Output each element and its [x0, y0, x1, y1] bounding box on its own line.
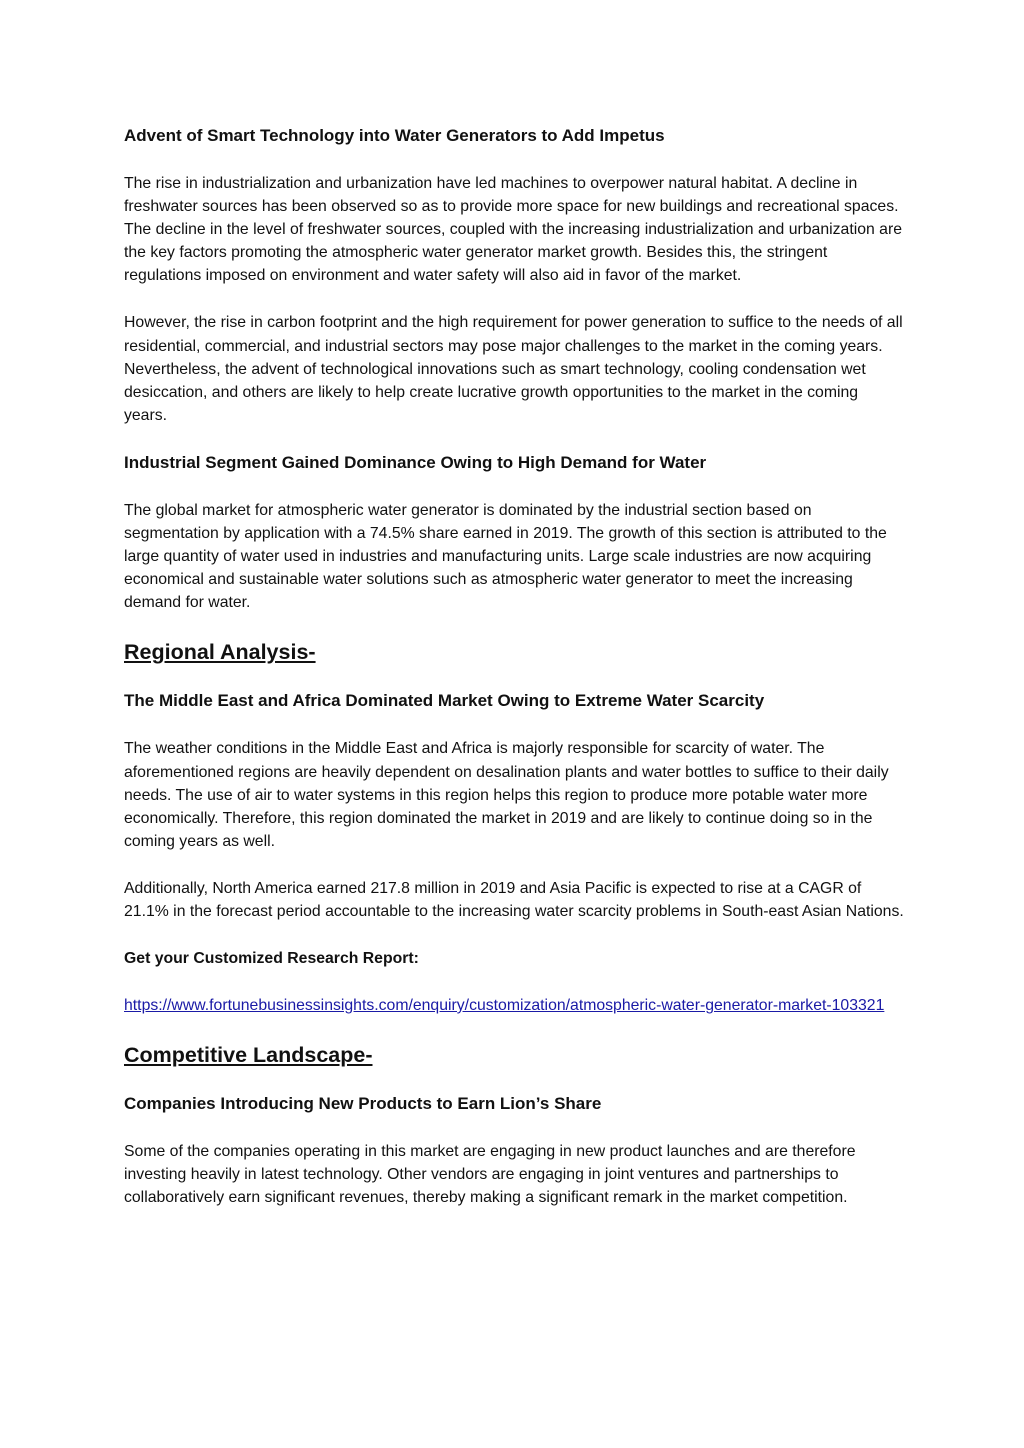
heading-industrial-segment: Industrial Segment Gained Dominance Owing to High Demand for Water [124, 452, 707, 472]
document-content [124, 124, 904, 1209]
paragraph-industrialization: The rise in industrialization and urbanization have led machines to overpower natural habitat. A decline in freshwater sources has been observed so as to provide more space for new buildings and recreational spaces. The decline in the level of freshwater sources, coupled with the increasing industrialization and urbanization are the key factors promoting the atmospheric water generator market growth. Besides this, the stringent regulations imposed on environment and water safety will also aid in favor of the market. [124, 175, 903, 285]
heading-competitive-landscape: Competitive Landscape- [124, 1043, 373, 1068]
paragraph-industrial-share: The global market for atmospheric water generator is dominated by the industrial section based on segmentation by application with a 74.5% share earned in 2019. The growth of this section is attributed to the large quantity of water used in industries and manufacturing units. Large scale industries are now acquiring economical and sustainable water solutions such as atmospheric water generator to meet the increasing demand for water. [124, 501, 887, 612]
heading-smart-technology: Advent of Smart Technology into Water Generators to Add Impetus [124, 126, 665, 145]
paragraph-weather-conditions: The weather conditions in the Middle East and Africa is majorly responsible for scarcity of water. The aforementioned regions are heavily dependent on desalination plants and water bottles to suffice to their daily needs. The use of air to water systems in this region helps this region to produce more potable water more economically. Therefore, this region dominated the market in 2019 and are likely to continue doing so in the coming years as well. [124, 740, 889, 850]
paragraph-north-america: Additionally, North America earned 217.8 million in 2019 and Asia Pacific is expected to rise at a CAGR of 21.1% in the forecast period accountable to the increasing water scarcity problems in South-east Asian Nations. [124, 879, 904, 920]
heading-regional-analysis: Regional Analysis- [124, 640, 316, 665]
paragraph-carbon-footprint: However, the rise in carbon footprint and the high requirement for power generation to suffice to the needs of all residential, commercial, and industrial sectors may pose major challenges to the market in the coming years. Nevertheless, the advent of technological innovations such as smart technology, cooling condensation wet desiccation, and others are likely to help create lucrative growth opportunities to the market in the coming years. [124, 314, 903, 424]
customized-report-label: Get your Customized Research Report: [124, 950, 419, 968]
paragraph-companies: Some of the companies operating in this market are engaging in new product launches and are therefore investing heavily in latest technology. Other vendors are engaging in joint ventures and partnerships to collaboratively earn significant revenues, thereby making a significant remark in the market competition. [124, 1143, 856, 1207]
customization-link[interactable]: https://www.fortunebusinessinsights.com/enquiry/customization/atmospheric-water-generator-market-103321 [124, 997, 885, 1015]
heading-new-products: Companies Introducing New Products to Earn Lion’s Share [124, 1094, 602, 1114]
heading-middle-east-africa: The Middle East and Africa Dominated Market Owing to Extreme Water Scarcity [124, 691, 765, 711]
